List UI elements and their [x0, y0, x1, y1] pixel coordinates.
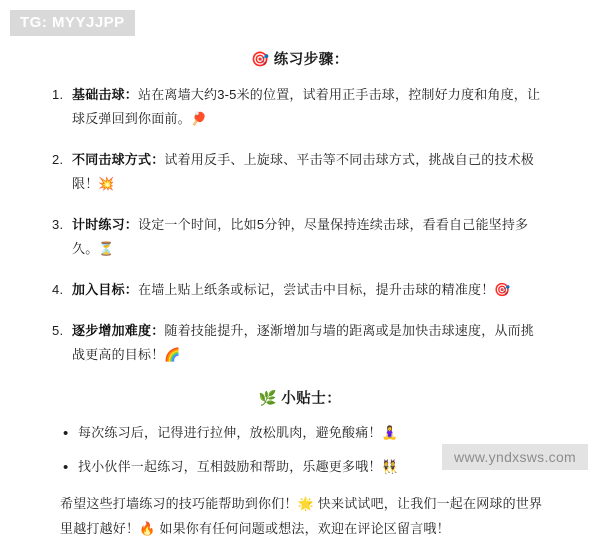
step-lead: 计时练习：: [72, 217, 139, 233]
step-text: 试着用反手、上旋球、平击等不同击球方式，挑战自己的技术极限！💥: [72, 152, 535, 192]
practice-steps-heading: [30, 48, 570, 69]
list-item: [72, 319, 542, 367]
step-lead: 逐步增加难度：: [72, 323, 165, 339]
list-item: • 每次练习后，记得进行拉伸，放松肌肉，避免酸痛！🧘‍♀️: [78, 421, 540, 444]
step-lead: 基础击球：: [72, 87, 139, 102]
closing-paragraph: 希望这些打墙练习的技巧能帮助到你们！🌟 快来试试吧，让我们一起在网球的世界里越打越好！🔥 如果你有任何问题或想法，欢迎在评论区留言哦！: [60, 496, 543, 536]
tips-heading: [30, 387, 570, 408]
list-item: [72, 278, 542, 302]
tips-heading-label: 小贴士：: [281, 391, 342, 408]
list-item: [72, 148, 542, 196]
step-lead: 加入目标：: [72, 282, 139, 298]
practice-steps-list: [30, 83, 570, 367]
step-lead: 不同击球方式：: [72, 152, 165, 168]
step-text: 设定一个时间，比如5分钟，尽量保持连续击球，看看自己能坚持多久。⏳: [72, 217, 529, 257]
telegram-handle-badge: TG: MYYJJPP: [10, 10, 135, 36]
target-icon: 🎯: [251, 52, 270, 68]
list-item: • 找小伙伴一起练习，互相鼓励和帮助，乐趣更多哦！👯: [78, 455, 540, 478]
practice-steps-heading-label: 练习步骤：: [273, 52, 349, 68]
list-item: [72, 213, 542, 261]
site-watermark: www.yndxsws.com: [442, 444, 588, 470]
step-text: 随着技能提升，逐渐增加与墙的距离或是加快击球速度，从而挑战更高的目标！🌈: [72, 323, 535, 363]
list-item: [72, 83, 542, 131]
step-text: 站在离墙大约3-5米的位置，试着用正手击球，控制好力度和角度，让球反弹回到你面前。🏓: [72, 87, 541, 127]
leaf-icon: 🌿: [258, 391, 278, 408]
step-text: 在墙上贴上纸条或标记，尝试击中目标，提升击球的精准度！🎯: [138, 282, 511, 298]
